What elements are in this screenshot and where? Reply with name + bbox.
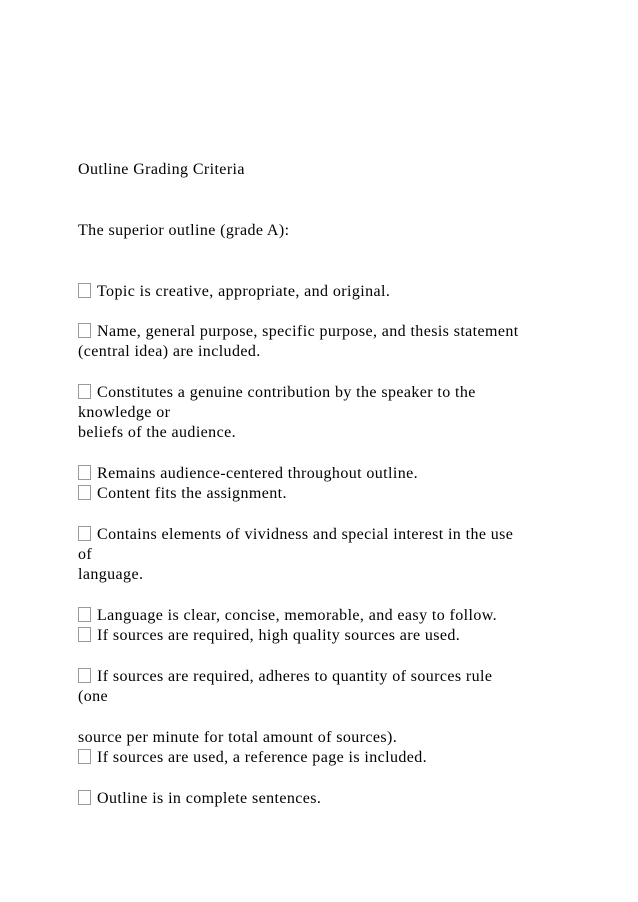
criteria-line: of (78, 546, 93, 563)
criteria-line (78, 626, 460, 646)
criteria-line: (central idea) are included. (78, 343, 261, 360)
criteria-line (78, 464, 418, 484)
criteria-line-text: Topic is creative, appropriate, and original. (97, 283, 391, 300)
missing-glyph-box-icon (78, 668, 91, 683)
document-subtitle: The superior outline (grade A): (78, 222, 290, 239)
missing-glyph-box-icon (78, 283, 91, 298)
criteria-line: (one (78, 688, 109, 705)
missing-glyph-box-icon (78, 465, 91, 480)
criteria-line-text: Language is clear, concise, memorable, and easy to follow. (97, 607, 498, 624)
criteria-line-text: If sources are required, adheres to quantity of sources rule (97, 668, 493, 685)
criteria-line-text: Content fits the assignment. (97, 485, 287, 502)
missing-glyph-box-icon (78, 485, 91, 500)
criteria-line (78, 525, 513, 545)
criteria-line (78, 322, 519, 342)
missing-glyph-box-icon (78, 790, 91, 805)
criteria-line (78, 606, 497, 626)
criteria-line (78, 789, 321, 809)
criteria-line (78, 383, 476, 403)
criteria-line (78, 748, 427, 768)
criteria-line: language. (78, 566, 144, 583)
criteria-line-text: If sources are required, high quality sources are used. (97, 627, 461, 644)
criteria-line-text: Constitutes a genuine contribution by the speaker to the (97, 384, 476, 401)
criteria-line-text: Name, general purpose, specific purpose, and thesis statement (97, 323, 519, 340)
criteria-line-text: Outline is in complete sentences. (97, 790, 322, 807)
missing-glyph-box-icon (78, 627, 91, 642)
missing-glyph-box-icon (78, 323, 91, 338)
criteria-line-text: If sources are used, a reference page is included. (97, 749, 428, 766)
criteria-line: source per minute for total amount of sources). (78, 729, 398, 746)
document-title: Outline Grading Criteria (78, 161, 245, 178)
criteria-line (78, 282, 390, 302)
missing-glyph-box-icon (78, 526, 91, 541)
criteria-line: beliefs of the audience. (78, 424, 236, 441)
criteria-line-text: Contains elements of vividness and special interest in the use (97, 526, 514, 543)
criteria-line (78, 484, 287, 504)
missing-glyph-box-icon (78, 749, 91, 764)
criteria-line: knowledge or (78, 404, 171, 421)
missing-glyph-box-icon (78, 607, 91, 622)
criteria-line-text: Remains audience-centered throughout outline. (97, 465, 419, 482)
missing-glyph-box-icon (78, 384, 91, 399)
criteria-line (78, 667, 492, 687)
